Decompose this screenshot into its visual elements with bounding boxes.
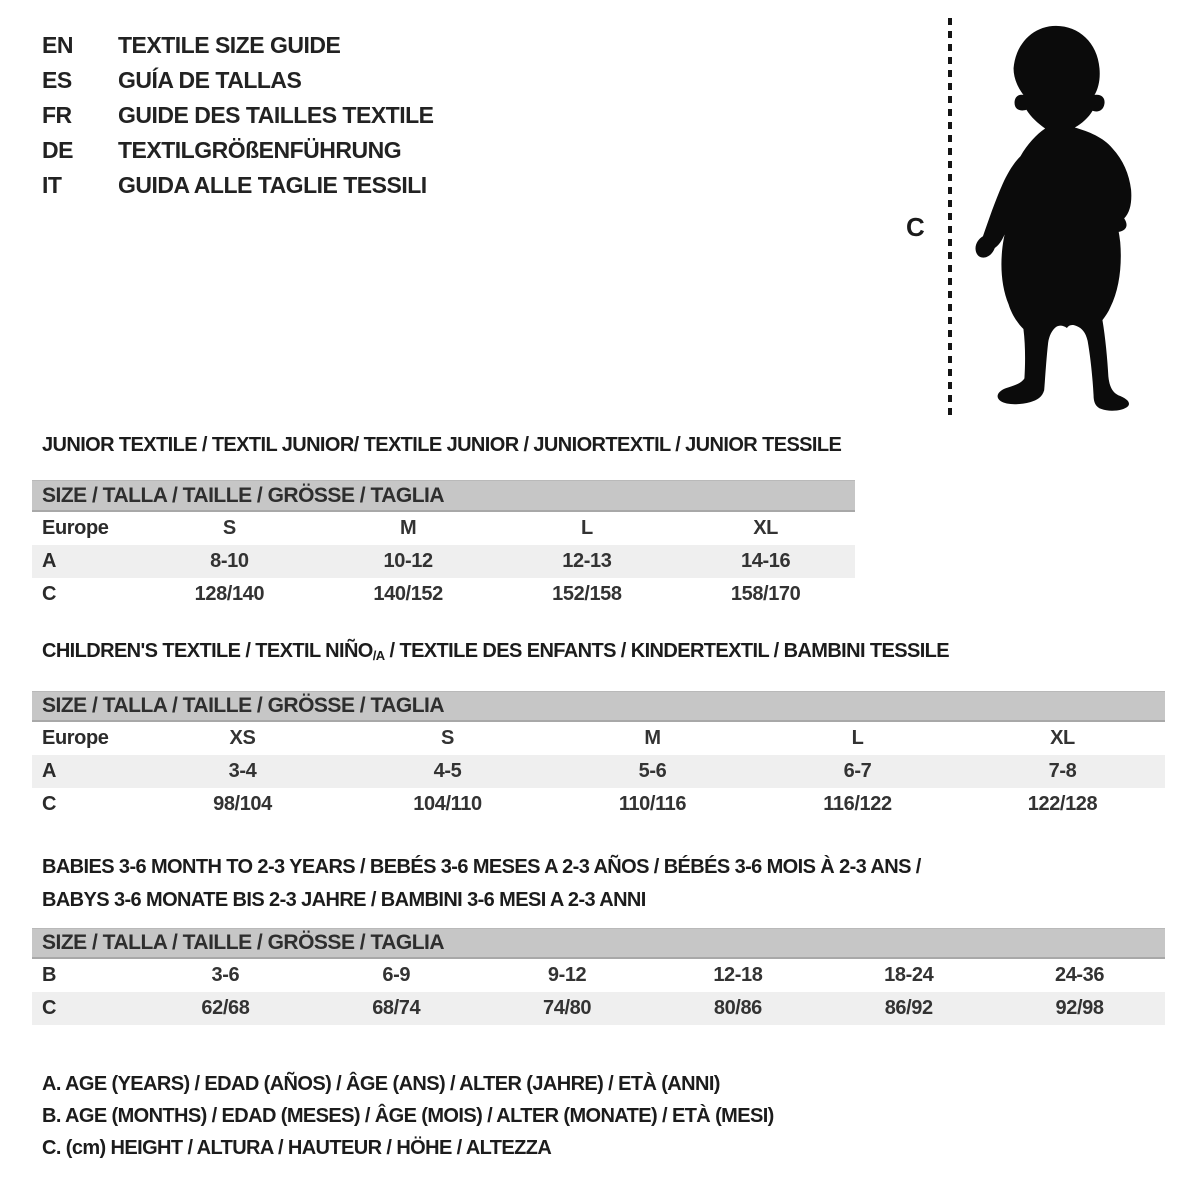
table-cell: 122/128 (1027, 793, 1098, 815)
language-label: GUIDE DES TAILLES TEXTILE (118, 102, 434, 128)
language-row-de (42, 133, 434, 168)
table-cell: 24-36 (1054, 964, 1105, 986)
footnote-b: B. AGE (MONTHS) / EDAD (MESES) / ÂGE (MOIS) / ALTER (MONATE) / ETÀ (MESI) (42, 1104, 774, 1127)
language-code: ES (42, 67, 72, 93)
table-cell: 18-24 (884, 964, 934, 986)
junior-columns-row (32, 512, 855, 545)
language-row-en (42, 28, 434, 63)
table-cell: 86/92 (884, 997, 933, 1019)
babies-row-c (32, 992, 1165, 1025)
language-label: GUÍA DE TALLAS (118, 67, 302, 93)
table-cell: 104/110 (413, 793, 482, 815)
row-label: A (42, 760, 57, 782)
language-code: EN (42, 32, 73, 58)
height-dashed-line (948, 18, 952, 416)
table-cell: 128/140 (194, 583, 265, 605)
table-cell: 62/68 (201, 997, 250, 1019)
table-cell: 92/98 (1055, 997, 1104, 1019)
language-row-es (42, 63, 434, 98)
table-cell: 152/158 (552, 583, 622, 605)
table-cell: 74/80 (543, 997, 592, 1019)
babies-title-line1: BABIES 3-6 MONTH TO 2-3 YEARS / BEBÉS 3-6 MESES A 2-3 AÑOS / BÉBÉS 3-6 MOIS À 2-3 ANS / (42, 856, 921, 878)
column-header: L (580, 517, 593, 539)
table-cell: 7-8 (1048, 760, 1077, 782)
toddler-silhouette-icon (962, 12, 1154, 412)
size-header-bar: SIZE / TALLA / TAILLE / GRÖSSE / TAGLIA (32, 691, 1165, 722)
toddler-silhouette-image (962, 12, 1154, 417)
size-header-bar: SIZE / TALLA / TAILLE / GRÖSSE / TAGLIA (32, 928, 1165, 959)
table-cell: 9-12 (547, 964, 587, 986)
height-marker-label: C (906, 212, 925, 242)
babies-title-line2: BABYS 3-6 MONATE BIS 2-3 JAHRE / BAMBINI 3-6 MESI A 2-3 ANNI (42, 889, 646, 911)
junior-row-c (32, 578, 855, 611)
language-label: GUIDA ALLE TAGLIE TESSILI (118, 172, 427, 198)
children-columns-row (32, 722, 1165, 755)
children-size-table (32, 691, 1165, 821)
table-cell: 3-6 (211, 964, 240, 986)
table-cell: 110/116 (618, 793, 687, 815)
table-cell: 5-6 (638, 760, 667, 782)
table-cell: 12-13 (562, 550, 612, 572)
babies-row-b (32, 959, 1165, 992)
language-legend (42, 28, 434, 203)
column-header: XL (1050, 727, 1075, 749)
footnote-c: C. (cm) HEIGHT / ALTURA / HAUTEUR / HÖHE / ALTEZZA (42, 1136, 552, 1159)
size-header-bar: SIZE / TALLA / TAILLE / GRÖSSE / TAGLIA (32, 480, 855, 512)
babies-size-table (32, 928, 1165, 1025)
row-label: A (42, 550, 57, 572)
children-title-part2: / TEXTILE DES ENFANTS / KINDERTEXTIL / BAMBINI TESSILE (384, 640, 950, 662)
row-label: C (42, 583, 57, 605)
footnote-a: A. AGE (YEARS) / EDAD (AÑOS) / ÂGE (ANS) / ALTER (JAHRE) / ETÀ (ANNI) (42, 1072, 720, 1095)
table-cell: 140/152 (373, 583, 443, 605)
column-header: S (222, 517, 236, 539)
column-header: M (644, 727, 661, 749)
language-label: TEXTILGRÖßENFÜHRUNG (118, 137, 402, 163)
junior-section-title: JUNIOR TEXTILE / TEXTIL JUNIOR/ TEXTILE JUNIOR / JUNIORTEXTIL / JUNIOR TESSILE (42, 434, 842, 456)
row-label: B (42, 964, 57, 986)
column-header: XS (229, 727, 256, 749)
children-title-subscript: /A (372, 648, 385, 663)
column-header: XL (753, 517, 778, 539)
table-cell: 12-18 (713, 964, 763, 986)
column-header: M (399, 517, 417, 539)
children-title-part1: CHILDREN'S TEXTILE / TEXTIL NIÑO (42, 640, 373, 662)
table-cell: 158/170 (730, 583, 801, 605)
children-row-c (32, 788, 1165, 821)
language-row-it (42, 168, 434, 203)
table-cell: 80/86 (713, 997, 762, 1019)
language-row-fr (42, 98, 434, 133)
region-label: Europe (42, 517, 109, 539)
table-cell: 68/74 (372, 997, 421, 1019)
table-cell: 6-9 (382, 964, 411, 986)
language-code: FR (42, 102, 72, 128)
junior-size-table (32, 480, 855, 611)
table-cell: 6-7 (843, 760, 872, 782)
table-cell: 116/122 (823, 793, 892, 815)
table-cell: 4-5 (433, 760, 462, 782)
language-code: IT (42, 172, 62, 198)
language-label: TEXTILE SIZE GUIDE (118, 32, 341, 58)
footnotes (42, 1068, 774, 1164)
row-label: C (42, 997, 57, 1019)
table-cell: 8-10 (210, 550, 249, 572)
children-row-a (32, 755, 1165, 788)
language-code: DE (42, 137, 73, 163)
row-label: C (42, 793, 57, 815)
table-cell: 10-12 (383, 550, 433, 572)
children-section-title (42, 640, 949, 663)
table-cell: 3-4 (228, 760, 257, 782)
junior-row-a (32, 545, 855, 578)
table-cell: 98/104 (213, 793, 272, 815)
table-cell: 14-16 (741, 550, 791, 572)
babies-section-title (42, 851, 921, 917)
column-header: S (441, 727, 454, 749)
column-header: L (851, 727, 864, 749)
region-label: Europe (42, 727, 109, 749)
